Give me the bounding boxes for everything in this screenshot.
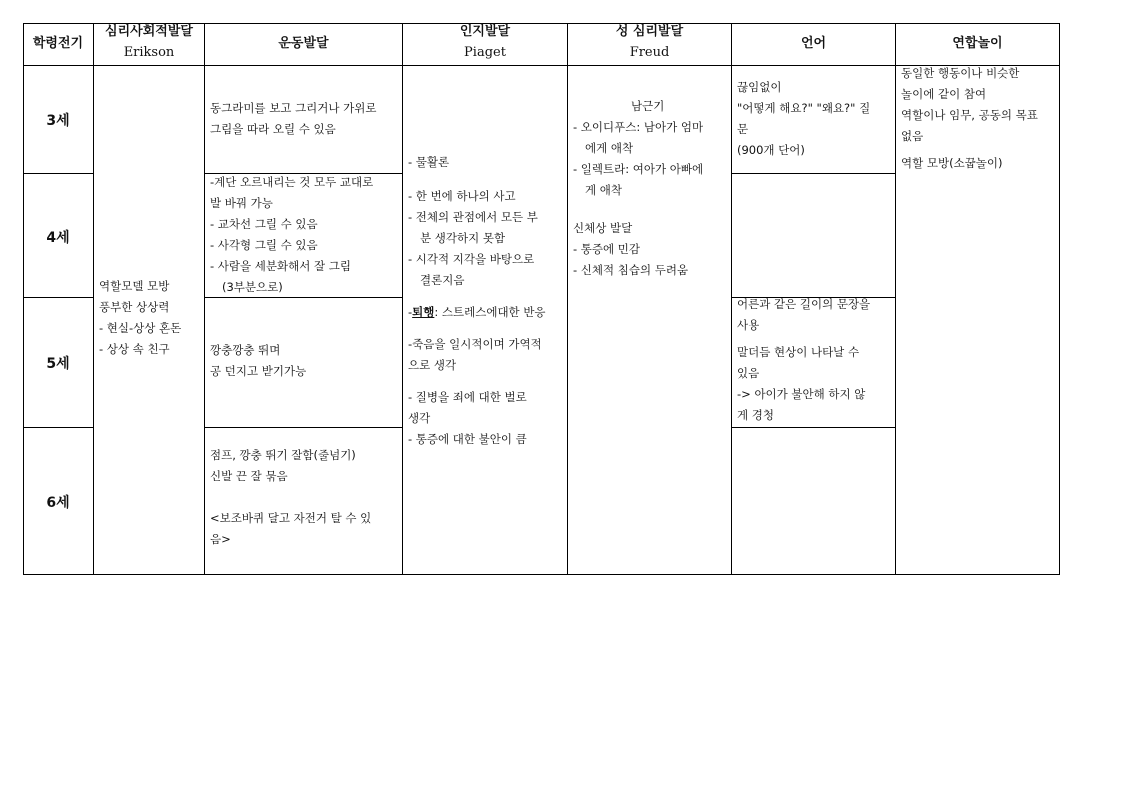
play-line: 놀이에 같이 참여 <box>901 87 987 101</box>
cognitive-line: 으로 생각 <box>408 358 457 372</box>
header-language <box>732 34 895 54</box>
motor-line: 음> <box>210 532 231 546</box>
spacer <box>408 376 546 387</box>
motor-age3-cell <box>210 98 377 140</box>
psychosexual-line: 게 애착 <box>585 183 622 197</box>
age-label-6: 6세 <box>46 495 70 511</box>
motor-line: - 교차선 그릴 수 있음 <box>210 217 318 231</box>
psychosexual-body-title: 신체상 발달 <box>573 221 633 235</box>
spacer <box>408 291 546 302</box>
motor-age4-cell <box>210 172 373 298</box>
motor-line: 점프, 깡충 뛰기 잘함(줄넘기) <box>210 448 356 462</box>
spacer <box>408 323 546 334</box>
psychosexual-line: - 통증에 민감 <box>573 242 641 256</box>
language-line: 어른과 같은 길이의 문장을 <box>737 297 871 311</box>
header-play <box>896 34 1059 54</box>
motor-line: 공 던지고 받기가능 <box>210 364 307 378</box>
psychosocial-line: - 현실-상상 혼돈 <box>99 321 182 335</box>
header-cognitive-name: Piaget <box>464 45 506 60</box>
cognitive-line: 결론지음 <box>420 273 465 287</box>
header-cognitive <box>403 22 567 64</box>
language-line: 끊임없이 <box>737 80 782 94</box>
psychosocial-cell <box>99 276 181 360</box>
motor-line: 발 바꿔 가능 <box>210 196 273 210</box>
psychosocial-line: - 상상 속 친구 <box>99 342 170 356</box>
psychosocial-line: 풍부한 상상력 <box>99 300 170 314</box>
cognitive-line: - 전체의 관점에서 모든 부 <box>408 210 538 224</box>
psychosexual-stage: 남근기 <box>631 99 665 113</box>
psychosexual-line: - 일렉트라: 여아가 아빠에 <box>573 162 704 176</box>
cognitive-line: - 질병을 죄에 대한 벌로 <box>408 390 527 404</box>
motor-line: 그림을 따라 오릴 수 있음 <box>210 122 336 136</box>
play-line: 동일한 행동이나 비슷한 <box>901 66 1020 80</box>
header-psychosexual <box>568 22 731 64</box>
motor-line: 동그라미를 보고 그리거나 가위로 <box>210 101 377 115</box>
language-line: 있음 <box>737 366 760 380</box>
header-play-label: 연합놀이 <box>952 36 1003 51</box>
motor-line: - 사각형 그릴 수 있음 <box>210 238 318 252</box>
language-line: 문 <box>737 122 749 136</box>
language-line: (900개 단어) <box>737 143 805 157</box>
age-label-5: 5세 <box>46 356 70 372</box>
age-label-3: 3세 <box>46 113 70 129</box>
motor-line: <보조바퀴 달고 자전거 탈 수 있 <box>210 511 372 525</box>
cognitive-line: - 한 번에 하나의 사고 <box>408 189 516 203</box>
play-line: 역할이나 임무, 공동의 목표 <box>901 108 1038 122</box>
language-line: 게 경청 <box>737 408 774 422</box>
cognitive-regression-line <box>408 302 546 323</box>
language-line: 사용 <box>737 318 760 332</box>
psychosexual-cell <box>573 96 703 281</box>
header-motor-label: 운동발달 <box>278 36 329 51</box>
header-psychosexual-name: Freud <box>629 45 670 60</box>
cognitive-line: 생각 <box>408 411 431 425</box>
age-label-4: 4세 <box>46 230 70 246</box>
cognitive-line: 분 생각하지 못함 <box>420 231 506 245</box>
motor-line <box>210 487 371 508</box>
motor-line: (3부분으로) <box>222 280 283 294</box>
motor-line: -계단 오르내리는 것 모두 교대로 <box>210 175 374 189</box>
psychosocial-line: 역할모델 모방 <box>99 279 170 293</box>
language-line: -> 아이가 불안해 하지 않 <box>737 387 866 401</box>
motor-line: 신발 끈 잘 묶음 <box>210 469 288 483</box>
cognitive-cell <box>408 152 546 450</box>
cognitive-line: - 통증에 대한 불안이 큼 <box>408 432 527 446</box>
language-line: "어떻게 해요?" "왜요?" 질 <box>737 101 871 115</box>
play-line: 없음 <box>901 129 924 143</box>
psychosexual-line: - 신체적 침습의 두려움 <box>573 263 689 277</box>
spacer <box>573 201 703 218</box>
play-line: 역할 모방(소꿉놀이) <box>901 156 1003 170</box>
header-motor <box>205 34 402 54</box>
motor-line: - 사람을 세분화해서 잘 그림 <box>210 259 351 273</box>
psychosexual-line: - 오이디푸스: 남아가 엄마 <box>573 120 704 134</box>
header-cognitive-title: 인지발달 <box>459 24 511 39</box>
regression-prefix: - <box>408 305 413 319</box>
cognitive-line: - 물활론 <box>408 155 450 169</box>
language-line: 말더듬 현상이 나타날 수 <box>737 345 860 359</box>
motor-line: 깡충깡충 뛰며 <box>210 343 281 357</box>
header-language-label: 언어 <box>800 36 827 51</box>
header-psychosocial <box>94 22 204 64</box>
cognitive-line: - 시각적 지각을 바탕으로 <box>408 252 535 266</box>
play-cell <box>901 63 1038 174</box>
spacer <box>408 173 546 186</box>
cognitive-line: -죽음을 일시적이며 가역적 <box>408 337 542 351</box>
language-age3-cell <box>737 77 870 161</box>
motor-age5-cell <box>210 340 306 382</box>
psychosexual-line: 에게 애착 <box>585 141 634 155</box>
header-psychosexual-title: 성 심리발달 <box>615 24 684 39</box>
regression-word: 퇴행 <box>412 305 435 319</box>
header-psychosocial-title: 심리사회적발달 <box>105 24 193 39</box>
regression-rest: : 스트레스에대한 반응 <box>434 305 546 319</box>
language-age5-cell <box>737 294 870 426</box>
header-psychosocial-name: Erikson <box>123 45 175 60</box>
header-age <box>23 34 93 54</box>
header-age-label: 학령전기 <box>32 36 84 51</box>
motor-age6-cell <box>210 445 371 550</box>
